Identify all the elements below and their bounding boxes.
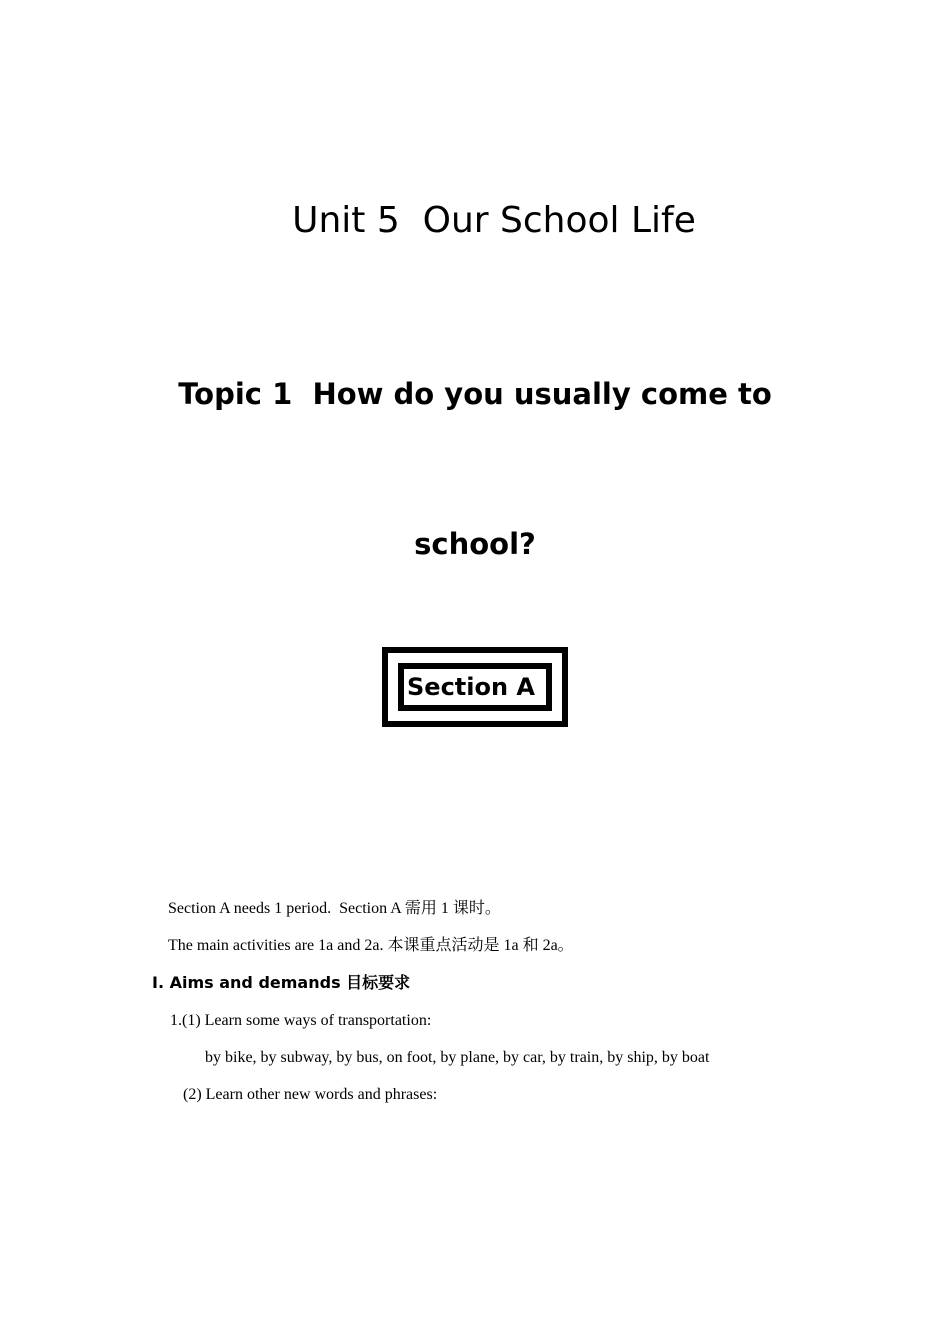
aims-item-1: 1.(1) Learn some ways of transportation:	[170, 1012, 432, 1029]
period-note: Section A needs 1 period. Section A 需用 1 课时。	[168, 900, 501, 917]
aims-item-2: (2) Learn other new words and phrases:	[183, 1086, 438, 1103]
topic-title-line-2: school?	[414, 527, 536, 561]
aims-heading: Ⅰ. Aims and demands 目标要求	[152, 973, 411, 992]
unit-title: Unit 5 Our School Life	[292, 200, 696, 241]
section-label: Section A	[407, 673, 535, 701]
activities-note: The main activities are 1a and 2a. 本课重点活动是 1a 和 2a。	[168, 937, 574, 954]
transport-list: by bike, by subway, by bus, on foot, by plane, by car, by train, by ship, by boat	[205, 1049, 710, 1066]
section-label-inner-frame	[398, 663, 552, 711]
section-label-frame	[382, 647, 568, 727]
topic-title-line-1: Topic 1 How do you usually come to	[178, 377, 772, 411]
